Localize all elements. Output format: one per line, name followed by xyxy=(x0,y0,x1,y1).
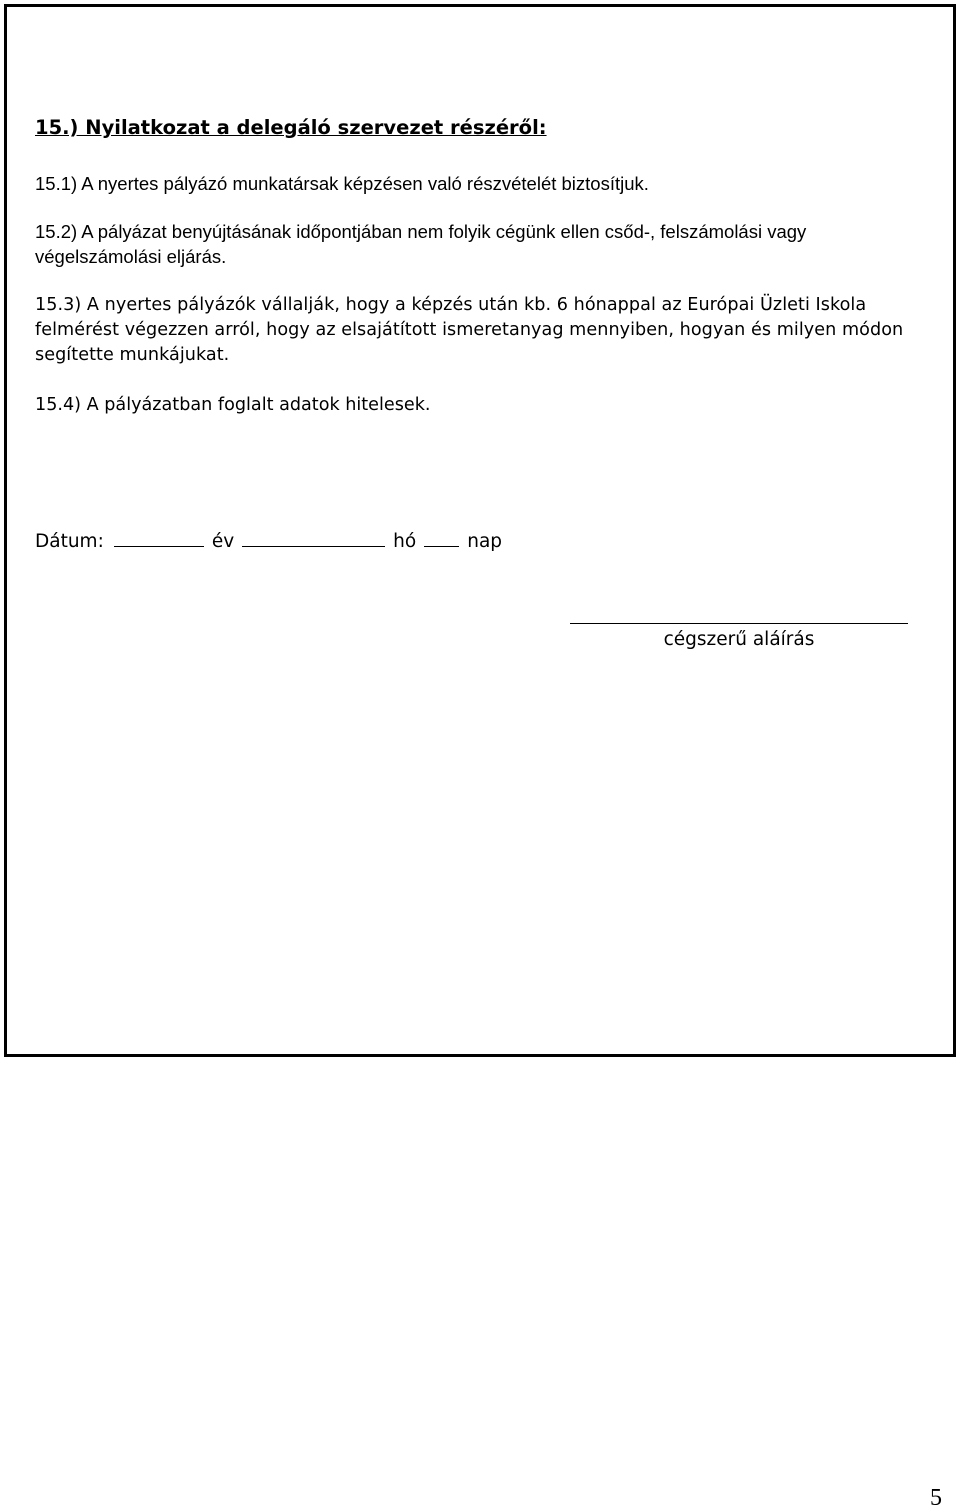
item-15-1: 15.1) A nyertes pályázó munkatársak képzésen való részvételét biztosítjuk. xyxy=(35,173,649,194)
item-15-3: 15.3) A nyertes pályázók vállalják, hogy a képzés után kb. 6 hónappal az Európai Üzleti Iskola felmérést végezzen arról, hogy az elsajátított ismeretanyag mennyiben, hogyan és milyen módon segítette munkájukat. xyxy=(35,295,904,365)
date-line xyxy=(35,528,502,552)
item-15-2: 15.2) A pályázat benyújtásának időpontjában nem folyik cégünk ellen csőd-, felszámolási vagy végelszámolási eljárás. xyxy=(35,221,807,267)
signature-label: cégszerű aláírás xyxy=(663,629,815,650)
page-number: 5 xyxy=(930,1485,942,1511)
section-heading: 15.) Nyilatkozat a delegáló szervezet részéről: xyxy=(35,116,547,139)
year-label: év xyxy=(211,531,235,552)
month-blank xyxy=(242,528,385,547)
day-label: nap xyxy=(467,531,503,552)
date-label: Dátum: xyxy=(35,531,104,552)
signature-line xyxy=(570,623,908,624)
day-blank xyxy=(424,528,459,547)
item-15-4: 15.4) A pályázatban foglalt adatok hitelesek. xyxy=(35,395,431,415)
year-blank xyxy=(114,528,204,547)
month-label: hó xyxy=(393,531,417,552)
